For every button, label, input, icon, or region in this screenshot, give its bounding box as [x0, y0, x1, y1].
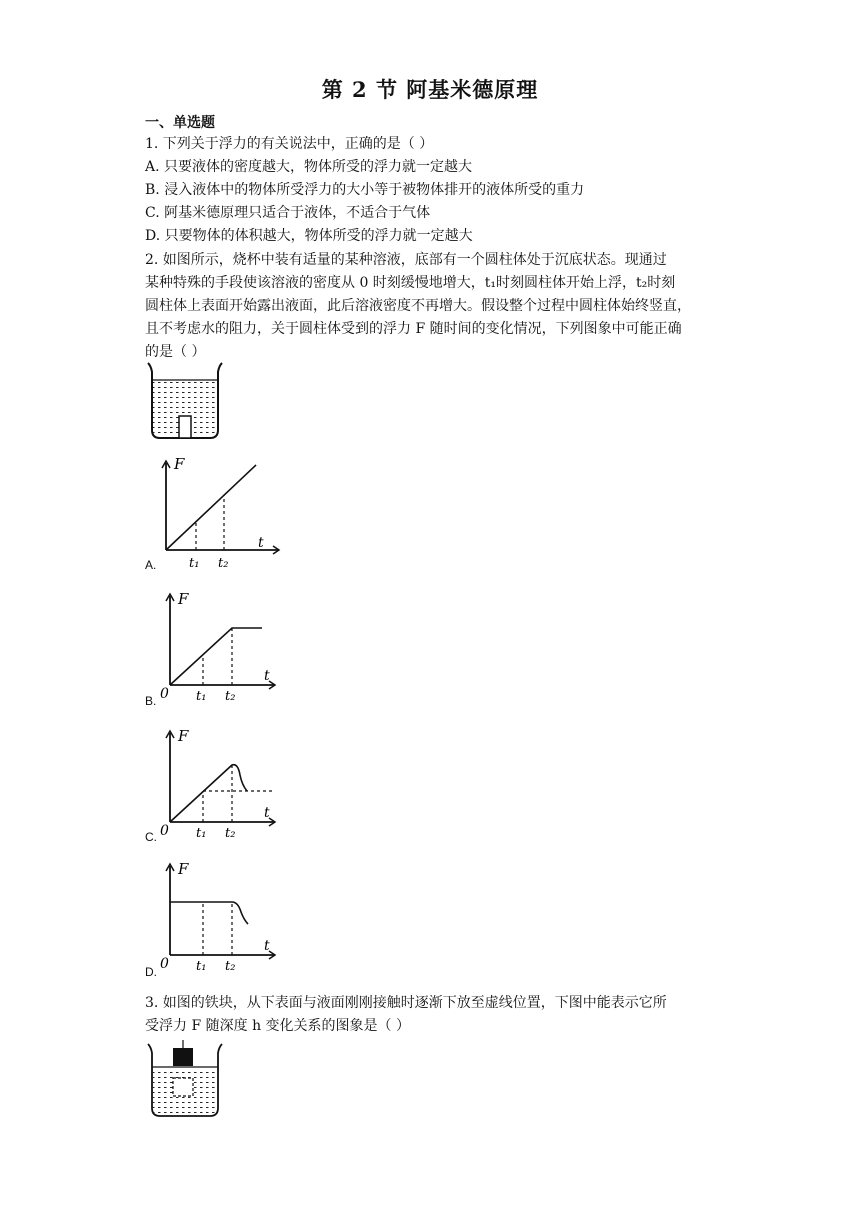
tick-t1: t₁ — [196, 689, 207, 702]
axis-label-t: t — [258, 535, 264, 551]
graph-d-label: D. — [145, 965, 157, 979]
beaker-with-iron-block-figure — [145, 1040, 225, 1120]
origin-label: 0 — [160, 956, 169, 972]
axis-label-f: F — [178, 727, 189, 745]
tick-t1: t₁ — [189, 556, 200, 571]
graph-option-d — [158, 860, 280, 972]
q2-stem-line-3: 圆柱体上表面开始露出液面，此后溶液密度不再增大。假设整个过程中圆柱体始终竖直， — [145, 298, 691, 314]
graph-option-b — [158, 590, 280, 702]
axis-label-f: F — [178, 590, 189, 608]
force-line — [170, 628, 262, 685]
origin-label: 0 — [160, 686, 169, 702]
q3-stem-line-1: 3. 如图的铁块，从下表面与液面刚刚接触时逐渐下放至虚线位置，下图中能表示它所 — [145, 995, 667, 1011]
axis-label-t: t — [264, 938, 270, 954]
tick-t2: t₂ — [225, 689, 236, 702]
axis-label-t: t — [264, 805, 270, 821]
force-line — [170, 902, 248, 924]
tick-t2: t₂ — [225, 959, 236, 972]
graph-option-c — [158, 727, 280, 839]
graph-option-a — [152, 455, 284, 575]
q1-option-b: B. 浸入液体中的物体所受浮力的大小等于被物体排开的液体所受的重力 — [145, 182, 585, 198]
axis-label-t: t — [264, 668, 270, 684]
force-line — [170, 765, 247, 822]
graph-b-label: B. — [145, 694, 157, 708]
origin-label: 0 — [160, 823, 169, 839]
q2-stem-line-1: 2. 如图所示，烧杯中装有适量的某种溶液，底部有一个圆柱体处于沉底状态。现通过 — [145, 252, 667, 268]
q1-option-a: A. 只要液体的密度越大，物体所受的浮力就一定越大 — [145, 159, 473, 175]
graph-a-label: A. — [145, 558, 157, 572]
beaker-with-cylinder-figure — [145, 360, 225, 442]
q2-stem-line-5: 的是（ ） — [145, 344, 206, 360]
q1-option-d: D. 只要物体的体积越大，物体所受的浮力就一定越大 — [145, 228, 473, 244]
q3-stem-line-2: 受浮力 F 随深度 h 变化关系的图象是（ ） — [145, 1018, 410, 1034]
q1-option-c: C. 阿基米德原理只适合于液体，不适合于气体 — [145, 205, 431, 221]
iron-block-dashed-position — [173, 1078, 193, 1096]
tick-t1: t₁ — [196, 959, 207, 972]
q2-stem-line-4: 且不考虑水的阻力，关于圆柱体受到的浮力 F 随时间的变化情况，下列图象中可能正确 — [145, 321, 682, 337]
section-heading: 一、单选题 — [145, 115, 215, 131]
tick-t2: t₂ — [218, 556, 229, 571]
graph-c-label: C. — [145, 830, 157, 844]
iron-block — [173, 1048, 193, 1066]
q1-stem: 1. 下列关于浮力的有关说法中，正确的是（ ） — [145, 136, 434, 152]
page-title: 第 2 节 阿基米德原理 — [321, 77, 539, 102]
tick-t1: t₁ — [196, 826, 207, 839]
force-line — [166, 465, 256, 550]
tick-t2: t₂ — [225, 826, 236, 839]
axis-label-f: F — [174, 455, 185, 473]
axis-label-f: F — [178, 860, 189, 878]
q2-stem-line-2: 某种特殊的手段使该溶液的密度从 0 时刻缓慢地增大，t₁时刻圆柱体开始上浮，t₂时刻 — [145, 275, 676, 291]
